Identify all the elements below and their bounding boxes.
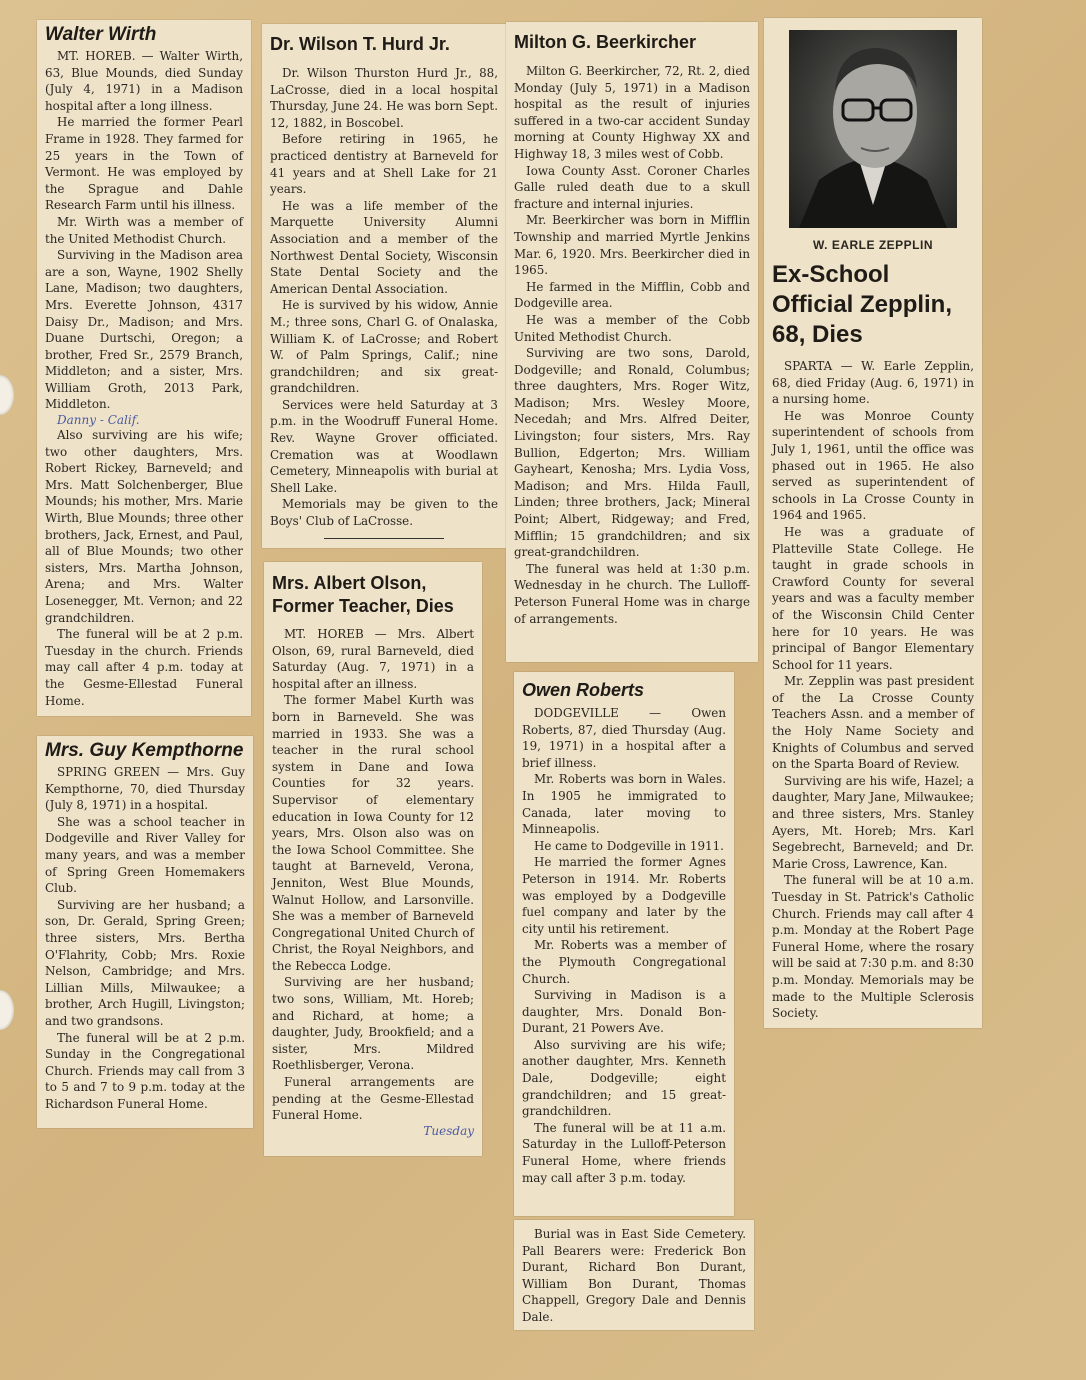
obituary-paragraph: Milton G. Beerkircher, 72, Rt. 2, died Monday (July 5, 1971) in a Madison hospital as the result of injuries suffered in a two-car accident Sunday morning at County Highway XX and Highway 18, 3 miles west of Cobb.	[514, 64, 750, 161]
portrait-photo	[789, 30, 957, 228]
obituary-paragraph: Before retiring in 1965, he practiced dentistry at Barneveld for 41 years and at Shell Lake for 21 years.	[270, 132, 498, 197]
obituary-paragraph: The funeral will be at 11 a.m. Saturday in the Lulloff-Peterson Funeral Home, where friends may call after 3 p.m. today.	[522, 1120, 726, 1185]
obituary-paragraph: The funeral was held at 1:30 p.m. Wednesday in he church. The Lulloff-Peterson Funeral Home was in charge of arrangements.	[514, 561, 750, 626]
handwritten-note: Danny - Calif.	[57, 413, 140, 428]
obituary-paragraph: Surviving are her husband; two sons, William, Mt. Horeb; and Richard, at home; a daughter, Judy, Brookfield; and a sister, Mrs. Mildred Roethlisberger, Verona.	[272, 975, 474, 1073]
obituary-title: Mrs. Albert Olson, Former Teacher, Dies	[272, 573, 454, 616]
obituary-paragraph: Mr. Beerkircher was born in Mifflin Township and married Myrtle Jenkins Mar. 6, 1920. Mrs. Beerkircher died in 1965.	[514, 213, 750, 278]
obituary-title: Dr. Wilson T. Hurd Jr.	[270, 34, 450, 54]
handwritten-note: Tuesday	[423, 1123, 474, 1138]
obituary-paragraph: He was a life member of the Marquette University Alumni Association and a member of the Northwest Dental Society, Wisconsin State Dental Society and the American Dental Association.	[270, 198, 498, 296]
obituary-paragraph: He was Monroe County superintendent of schools from July 1, 1961, until the office was phased out in 1965. He also served as superintendent of schools in La Crosse County in 1964 and 1965.	[772, 408, 974, 523]
clipping-burial-note	[514, 1220, 754, 1330]
clipping-milton-beerkircher	[506, 22, 758, 662]
obituary-title: Ex-School Official Zepplin, 68, Dies	[772, 261, 953, 348]
obituary-paragraph: Mr. Zepplin was past president of the La Crosse County Teachers Assn. and a member of the Holy Name Society and Knights of Columbus and served on the Sparta Board of Review.	[772, 674, 974, 772]
divider	[324, 538, 444, 539]
obituary-title: Milton G. Beerkircher	[514, 32, 697, 52]
obituary-paragraph: The funeral will be at 10 a.m. Tuesday in St. Patrick's Catholic Church. Friends may call after 4 p.m. Monday at the Robert Page Funeral Home, where the rosary will be said at 7:30 p.m. and 8:30 p.m. Monday. Memorials may be made to the Multiple Sclerosis Society.	[772, 873, 974, 1021]
obituary-paragraph: The former Mabel Kurth was born in Barneveld. She was married in 1933. She was a teacher in the rural school system in Dane and Iowa Counties for 32 years. Supervisor of elementary education in Iowa County for 12 years, Mrs. Olson also was on the Iowa School Committee. She taught at Barneveld, Verona, Jenniton, West Blue Mounds, Walnut Hollow, and Larsonville. She was a member of Barneveld Congregational United Church of Christ, the Royal Neighbors, and the Rebecca Lodge.	[272, 693, 474, 973]
clipping-albert-olson	[264, 562, 482, 1156]
obituary-paragraph: He was a member of the Cobb United Methodist Church.	[514, 312, 750, 344]
obituary-paragraph: SPARTA — W. Earle Zepplin, 68, died Friday (Aug. 6, 1971) in a nursing home.	[772, 359, 974, 407]
obituary-paragraph: Memorials may be given to the Boys' Club of LaCrosse.	[270, 497, 498, 529]
clipping-owen-roberts	[514, 672, 734, 1216]
obituary-paragraph: Iowa County Asst. Coroner Charles Galle ruled death due to a skull fracture and internal injuries.	[514, 163, 750, 211]
obituary-paragraph: Mr. Wirth was a member of the United Methodist Church.	[45, 214, 243, 246]
obituary-paragraph: DODGEVILLE — Owen Roberts, 87, died Thursday (Aug. 19, 1971) in a hospital after a brief illness.	[522, 706, 726, 770]
obituary-paragraph: He farmed in the Mifflin, Cobb and Dodgeville area.	[514, 279, 750, 311]
obituary-paragraph: Surviving in the Madison area are a son, Wayne, 1902 Shelly Lane, Madison; two daughters, Mrs. Everette Johnson, 4317 Daisy Dr., Madison; and Mrs. Duane Durtschi, Oregon; a brother, Fred Sr., 2579 Branch, Middleton; and a sister, Mrs. William Groth, 2013 Park, Middleton.	[45, 248, 243, 412]
obituary-paragraph: Services were held Saturday at 3 p.m. in the Woodruff Funeral Home. Rev. Wayne Grover officiated. Cremation was at Woodlawn Cemetery, Minneapolis with burial at Shell Lake.	[270, 397, 498, 495]
obituary-paragraph: Mr. Roberts was born in Wales. In 1905 he immigrated to Canada, later moving to Minneapolis.	[522, 772, 726, 837]
burial-paragraph: Burial was in East Side Cemetery. Pall Bearers were: Frederick Bon Durant, Richard Bon Durant, William Bon Durant, Thomas Chappell, Gregory Dale and Dennis Dale.	[522, 1227, 746, 1324]
obituary-paragraph: MT. HOREB. — Walter Wirth, 63, Blue Mounds, died Sunday (July 4, 1971) in a Madison hospital after a long illness.	[45, 49, 243, 113]
clipping-guy-kempthorne	[37, 736, 253, 1128]
clipping-wilson-hurd	[262, 24, 506, 548]
obituary-paragraph: He is survived by his widow, Annie M.; three sons, Charl G. of Onalaska, William K. of LaCrosse; and Robert W. of Palm Springs, Calif.; nine grandchildren; and six great-grandchildren.	[270, 298, 498, 396]
obituary-paragraph: Surviving are his wife, Hazel; a daughter, Mary Jane, Milwaukee; and three sisters, Mrs. Stanley Ayers, Mt. Horeb; Mrs. Karl Segebrecht, Barneveld; and Dr. Marie Cross, Lawrence, Kan.	[772, 773, 974, 871]
obituary-paragraph: SPRING GREEN — Mrs. Guy Kempthorne, 70, died Thursday (July 8, 1971) in a hospital.	[45, 765, 245, 813]
obituary-title: Mrs. Guy Kempthorne	[45, 740, 244, 761]
obituary-title: Owen Roberts	[522, 680, 645, 700]
obituary-title: Walter Wirth	[45, 24, 157, 45]
obituary-paragraph: Surviving are two sons, Darold, Dodgeville; and Ronald, Columbus; three daughters, Mrs. Roger Witz, Madison; Mrs. Wesley Moore, Necedah; and Mrs. Alfred Deiter, Livingston; four sisters, Mrs. Ray Bullion, Edgerton; Mrs. William Gayheart, Kenosha; Mrs. Lydia Voss, Madison; and Mrs. Hilda Faull, Linden; three brothers, Jack; Mineral Point; Albert, Ridgeway; and Fred, Mifflin; 15 grandchildren; and six great-grandchildren.	[514, 346, 750, 560]
obituary-paragraph: Also surviving are his wife; two other daughters, Mrs. Robert Rickey, Barneveld; and Mrs. Matt Solchenberger, Blue Mounds; his mother, Mrs. Marie Wirth, Blue Mounds; three other brothers, Jack, Ernest, and Paul, all of Blue Mounds; two other sisters, Mrs. Martha Johnson, Arena; and Mrs. Walter Losenegger, Mt. Vernon; and 22 grandchildren.	[45, 428, 243, 625]
portrait-figure	[789, 30, 957, 228]
obituary-paragraph: He was a graduate of Platteville State College. He taught in grade schools in Crawford County for several years and was a faculty member of the Wisconsin Child Center here for 10 years. He was principal of Bangor Elementary School for 11 years.	[772, 524, 974, 672]
clipping-walter-wirth	[37, 20, 251, 716]
obituary-paragraph: Funeral arrangements are pending at the Gesme-Ellestad Funeral Home.	[272, 1075, 474, 1123]
obituary-paragraph: Surviving in Madison is a daughter, Mrs. Donald Bon-Durant, 21 Powers Ave.	[522, 988, 726, 1036]
obituary-paragraph: He married the former Pearl Frame in 1928. They farmed for 25 years in the Town of Vermont. He was employed by the Sprague and Dahle Research Farm until his illness.	[45, 115, 243, 213]
obituary-paragraph: The funeral will be at 2 p.m. Tuesday in the church. Friends may call after 4 p.m. today at the Gesme-Ellestad Funeral Home.	[45, 627, 243, 708]
clipping-earle-zepplin	[764, 18, 982, 1028]
obituary-paragraph: Also surviving are his wife; another daughter, Mrs. Kenneth Dale, Dodgeville; eight grandchildren; and 15 great-grandchildren.	[522, 1037, 726, 1119]
obituary-paragraph: MT. HOREB — Mrs. Albert Olson, 69, rural Barneveld, died Saturday (Aug. 7, 1971) in a hospital after an illness.	[272, 627, 474, 691]
obituary-paragraph: He came to Dodgeville in 1911.	[534, 838, 724, 853]
obituary-paragraph: Mr. Roberts was a member of the Plymouth Congregational Church.	[522, 938, 726, 986]
obituary-paragraph: The funeral will be at 2 p.m. Sunday in the Congregational Church. Friends may call from 3 to 5 and 7 to 9 p.m. today at the Richardson Funeral Home.	[45, 1030, 245, 1111]
obituary-paragraph: He married the former Agnes Peterson in 1914. Mr. Roberts was employed by a Dodgeville fuel company and later by the city until his retirement.	[522, 855, 726, 936]
photo-caption: W. EARLE ZEPPLIN	[812, 238, 933, 252]
obituary-paragraph: Dr. Wilson Thurston Hurd Jr., 88, LaCrosse, died in a local hospital Thursday, June 24. He was born Sept. 12, 1882, in Boscobel.	[270, 66, 498, 130]
obituary-paragraph: Surviving are her husband; a son, Dr. Gerald, Spring Green; three sisters, Mrs. Bertha O'Flahrity, Cobb; Mrs. Roxie Nelson, Cambridge; and Mrs. Lillian Mills, Milwaukee; a brother, Arch Hugill, Livingston; and two grandsons.	[45, 897, 245, 1028]
obituary-paragraph: She was a school teacher in Dodgeville and River Valley for many years, and was a member of Spring Green Homemakers Club.	[45, 814, 245, 896]
